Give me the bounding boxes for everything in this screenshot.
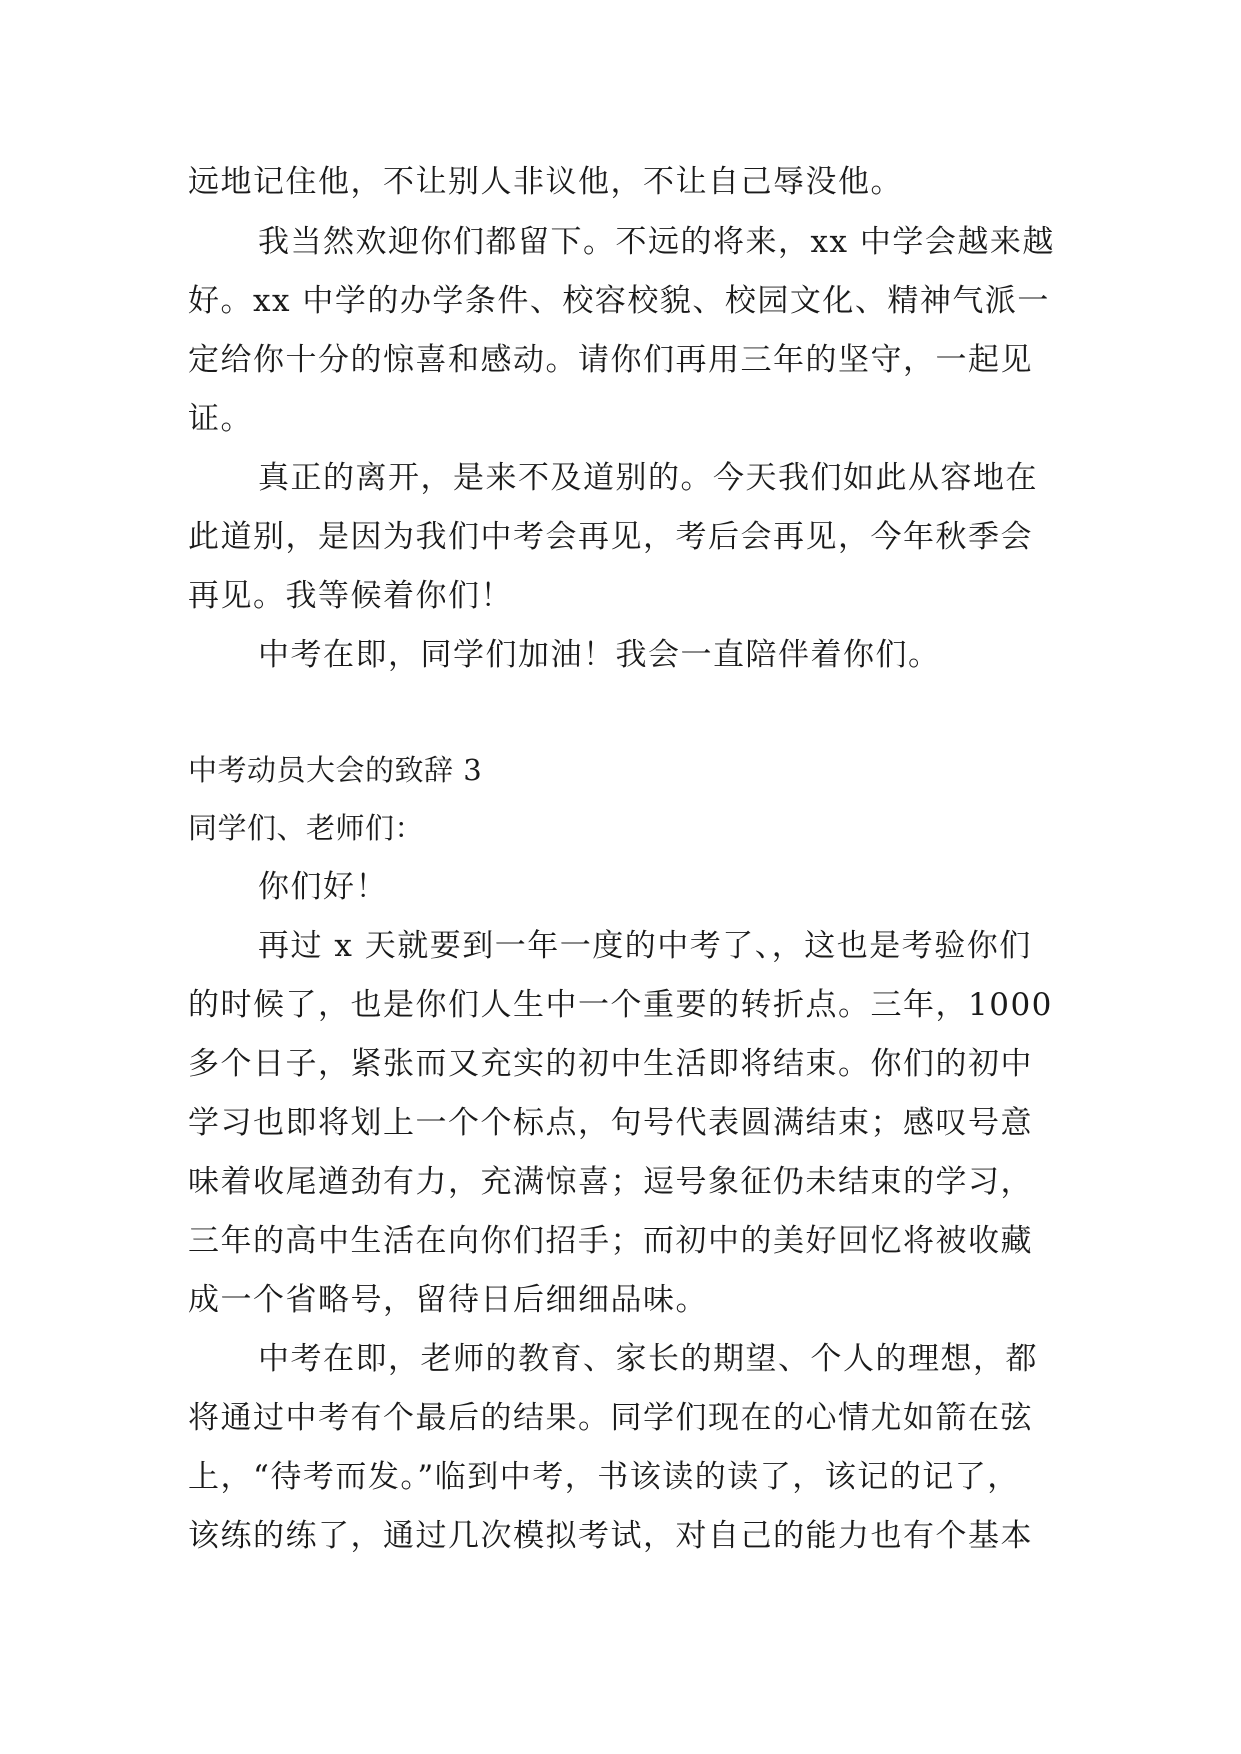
paragraph-line: 三年的高中生活在向你们招手；而初中的美好回忆将被收藏: [188, 1223, 1033, 1259]
paragraph-line: 味着收尾遒劲有力，充满惊喜；逗号象征仍未结束的学习，: [188, 1164, 1033, 1200]
paragraph-line: 证。: [188, 401, 253, 437]
paragraph-line: 的时候了，也是你们人生中一个重要的转折点。三年，1000: [188, 987, 1053, 1023]
section-heading: 中考动员大会的致辞 3: [188, 753, 483, 787]
paragraph-line: 学习也即将划上一个个标点，句号代表圆满结束；感叹号意: [188, 1105, 1033, 1141]
paragraph-line: 真正的离开，是来不及道别的。今天我们如此从容地在: [258, 460, 1038, 496]
paragraph-line: 该练的练了，通过几次模拟考试，对自己的能力也有个基本: [188, 1518, 1033, 1554]
paragraph-line: 再见。我等候着你们！: [188, 578, 513, 614]
paragraph-line: 中考在即，同学们加油！我会一直陪伴着你们。: [258, 637, 941, 673]
paragraph-line: 远地记住他，不让别人非议他，不让自己辱没他。: [188, 164, 903, 200]
paragraph-line: 再过 x 天就要到一年一度的中考了、，这也是考验你们: [258, 928, 1032, 964]
paragraph-line: 此道别，是因为我们中考会再见，考后会再见，今年秋季会: [188, 519, 1033, 555]
paragraph-line: 将通过中考有个最后的结果。同学们现在的心情尤如箭在弦: [188, 1400, 1033, 1436]
paragraph-line: 上，“待考而发。”临到中考，书该读的读了，该记的记了，: [188, 1459, 1020, 1495]
paragraph-line: 好。xx 中学的办学条件、校容校貌、校园文化、精神气派一: [188, 283, 1050, 319]
paragraph-line: 多个日子，紧张而又充实的初中生活即将结束。你们的初中: [188, 1046, 1033, 1082]
paragraph-line: 成一个省略号，留待日后细细品味。: [188, 1282, 708, 1318]
paragraph-line: 中考在即，老师的教育、家长的期望、个人的理想，都: [258, 1341, 1038, 1377]
greeting: 你们好！: [258, 869, 388, 905]
paragraph-line: 我当然欢迎你们都留下。不远的将来，xx 中学会越来越: [258, 224, 1055, 260]
paragraph-line: 定给你十分的惊喜和感动。请你们再用三年的坚守，一起见: [188, 342, 1033, 378]
salutation: 同学们、老师们：: [188, 811, 425, 845]
